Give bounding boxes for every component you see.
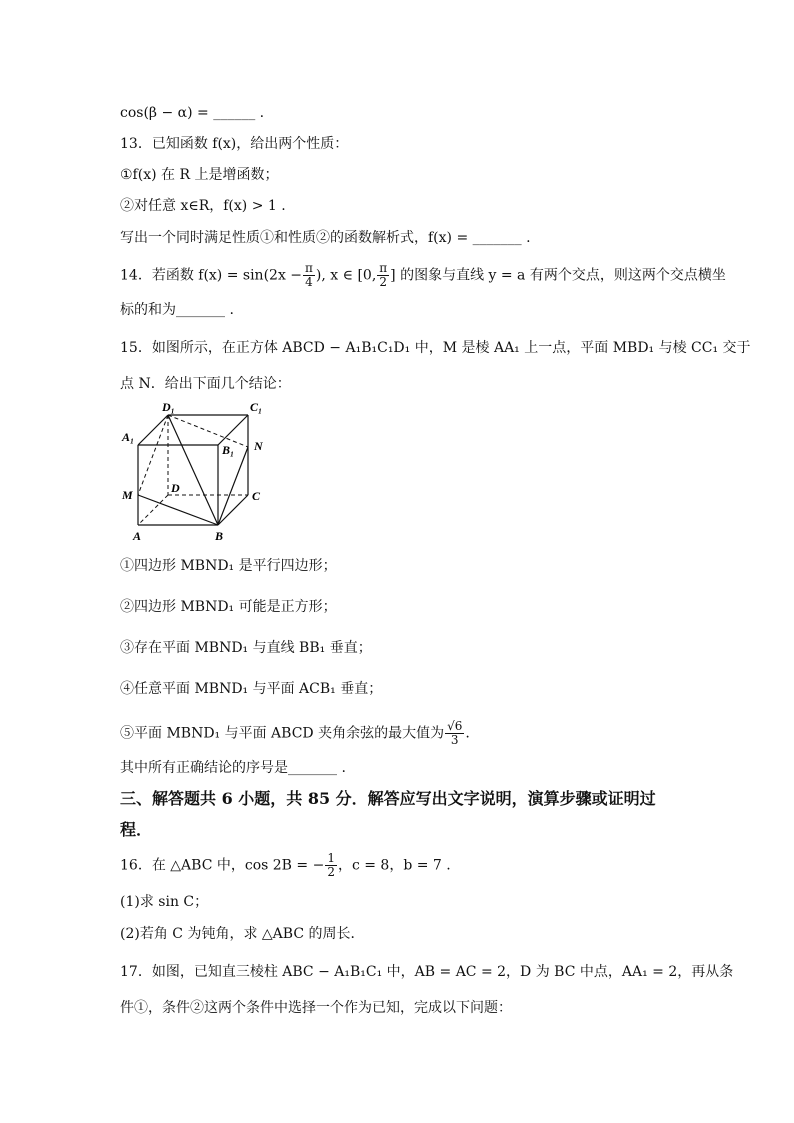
fraction-denominator: 2 [327,865,335,879]
fraction-numerator: 1 [327,851,335,865]
section-3-heading: 三、解答题共 6 小题，共 85 分．解答应写出文字说明，演算步骤或证明过 [120,789,656,808]
conclusion-5 [120,720,470,747]
conclusion-5-period: . [465,725,470,742]
fraction-denominator: 2 [379,275,388,289]
edge-a1-d1 [138,415,168,445]
label-a: A [133,529,142,543]
q17-stem: 17．如图，已知直三棱柱 ABC − A₁B₁C₁ 中，AB = AC = 2，D 为 BC 中点，AA₁ = 2，再从条 [120,964,734,980]
q14-text-c: ] 的图象与直线 y = a 有两个交点，则这两个交点横坐 [390,267,726,284]
label-n: N [254,439,263,453]
q14-stem [120,262,726,289]
q13-property-1: ①f(x) 在 R 上是增函数； [120,167,279,183]
conclusion-5-text: ⑤平面 MBND₁ 与平面 ABCD 夹角余弦的最大值为 [120,725,445,742]
line-cos-answer: cos(β − α) = ______ . [120,105,265,121]
q14-question: 标的和为_______ . [120,302,234,318]
label-b1: B₁ [222,443,235,457]
q13-stem: 13．已知函数 f(x)，给出两个性质： [120,136,349,152]
q15-stem-cont: 点 N．给出下面几个结论： [120,376,291,392]
section-3-heading-cont: 程． [120,820,153,839]
label-c1: C₁ [250,400,263,414]
q16-text-a: 16．在 △ABC 中，cos 2B = − [120,857,325,874]
label-c: C [252,489,261,503]
fraction-numerator: π [379,261,388,275]
label-d: D [171,481,180,495]
cube-figure [118,400,278,545]
q16-part-2: (2)若角 C 为钝角，求 △ABC 的周长． [120,926,365,942]
q14-text-b: ), x ∈ [0, [315,267,377,284]
fraction-denominator: 3 [450,733,459,747]
q16-part-1: (1)求 sin C； [120,894,209,910]
q15-question: 其中所有正确结论的序号是_______ . [120,760,346,776]
label-d1: D₁ [162,400,175,414]
q14-text-a: 14．若函数 f(x) = sin(2x − [120,267,303,284]
conclusion-4: ④任意平面 MBND₁ 与平面 ACB₁ 垂直； [120,681,383,697]
fraction-numerator: π [305,261,313,275]
sqrt6-over-3-fraction [445,720,464,747]
conclusion-1: ①四边形 MBND₁ 是平行四边形； [120,558,337,574]
segment-d1-m-hidden [138,415,168,495]
label-m: M [122,488,133,502]
edge-c-b [218,495,248,525]
q13-question: 写出一个同时满足性质①和性质②的函数解析式，f(x) = _______ . [120,230,531,246]
conclusion-2: ②四边形 MBND₁ 可能是正方形； [120,599,337,615]
q16-text-b: ，c = 8，b = 7 . [337,857,451,874]
fraction-denominator: 4 [305,275,313,289]
segment-b-n [218,447,248,525]
label-b: B [215,529,224,543]
q14-fraction-pi-4 [303,262,315,289]
edge-d-a-hidden [138,495,168,525]
q16-fraction [325,852,337,879]
q15-stem: 15．如图所示，在正方体 ABCD − A₁B₁C₁D₁ 中，M 是棱 AA₁ 上一点，平面 MBD₁ 与棱 CC₁ 交于 [120,340,751,356]
fraction-numerator: √6 [447,719,463,733]
label-a1: A₁ [122,430,135,444]
q13-property-2: ②对任意 x∈R，f(x) > 1 . [120,198,286,214]
conclusion-3: ③存在平面 MBND₁ 与直线 BB₁ 垂直； [120,640,372,656]
edge-c1-b1 [218,415,248,445]
q14-fraction-pi-2 [377,262,389,289]
q17-stem-cont: 件①，条件②这两个条件中选择一个作为已知，完成以下问题： [120,1000,512,1016]
q16-stem [120,852,451,879]
